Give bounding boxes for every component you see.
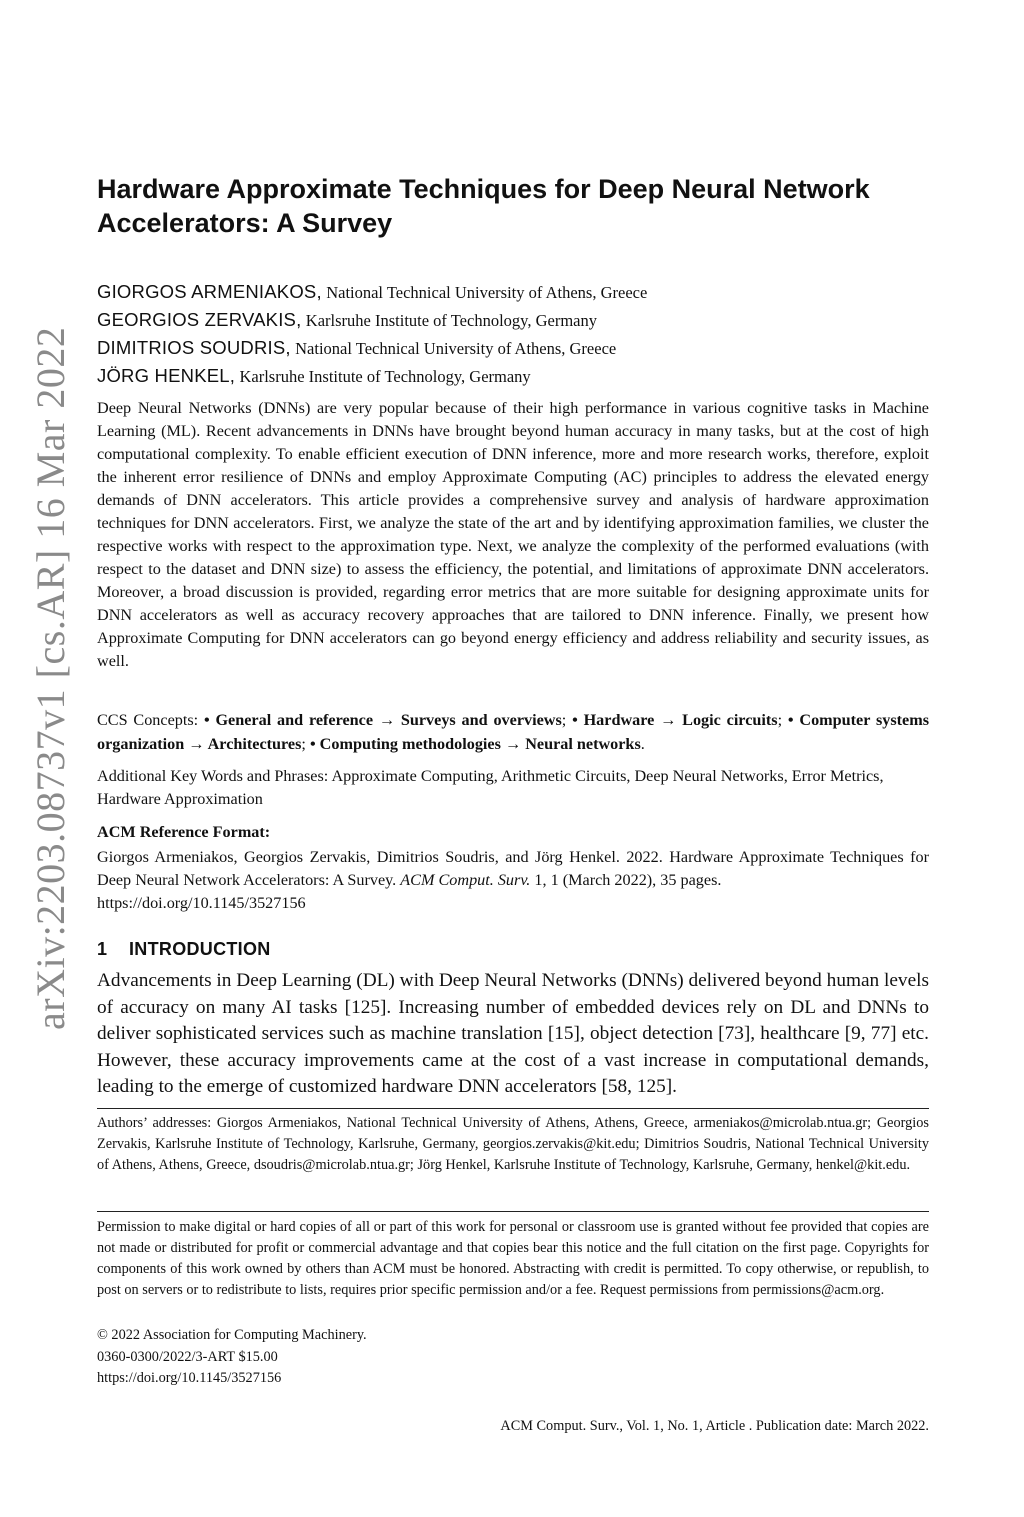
author-affiliation: Karlsruhe Institute of Technology, Germany <box>305 311 597 330</box>
ccs-item: • General and reference → Surveys and overviews <box>203 711 562 729</box>
section-title: INTRODUCTION <box>129 939 271 959</box>
author-entry <box>97 334 929 362</box>
author-list <box>97 278 929 390</box>
author-affiliation: National Technical University of Athens, Greece <box>295 339 617 358</box>
author-name: DIMITRIOS SOUDRIS, <box>97 337 291 358</box>
section-heading <box>97 939 271 960</box>
page-footer: ACM Comput. Surv., Vol. 1, No. 1, Article . Publication date: March 2022. <box>500 1418 929 1434</box>
introduction-paragraph: Advancements in Deep Learning (DL) with Deep Neural Networks (DNNs) delivered beyond human levels of accuracy on many AI tasks [125]. Increasing number of embedded devices rely on DL and DNNs to deliver sophisticated services such as machine translation [15], object detection [73], healthcare [9, 77] etc. However, these accuracy improvements came at the cost of a vast increase in computational demands, leading to the emerge of customized hardware DNN accelerators [58, 125]. <box>97 970 929 1097</box>
acm-reference-text: Giorgos Armeniakos, Georgios Zervakis, Dimitrios Soudris, and Jörg Henkel. 2022. Hardware Approximate Techniques for Deep Neural Network Accelerators: A Survey. <box>97 848 929 889</box>
doi-line[interactable]: https://doi.org/10.1145/3527156 <box>97 1370 282 1386</box>
abstract: Deep Neural Networks (DNNs) are very popular because of their high performance in various cognitive tasks in Machine Learning (ML). Recent advancements in DNNs have brought beyond human accuracy in many tasks, but at the cost of high computational complexity. To enable efficient execution of DNN inference, more and more research works, therefore, exploit the inherent error resilience of DNNs and employ Approximate Computing (AC) principles to address the elevated energy demands of DNN accelerators. This article provides a comprehensive survey and analysis of hardware approximation techniques for DNN accelerators. First, we analyze the state of the art and by identifying approximation families, we cluster the respective works with respect to the approximation type. Next, we analyze the complexity of the performed evaluations (with respect to the dataset and DNN size) to assess the efficiency, the potential, and limitations of approximate DNN accelerators. Moreover, a broad discussion is provided, regarding error metrics that are more suitable for designing approximate units for DNN accelerators as well as accuracy recovery approaches that are tailored to DNN inference. Finally, we present how Approximate Computing for DNN accelerators can go beyond energy efficiency and address reliability and security issues, as well. <box>97 399 929 670</box>
ccs-item: • Computing methodologies → Neural networks <box>309 735 641 753</box>
acm-reference <box>97 846 929 915</box>
keywords: Additional Key Words and Phrases: Approximate Computing, Arithmetic Circuits, Deep Neural Networks, Error Metrics, Hardware Approximation <box>97 767 884 808</box>
acm-reference-heading: ACM Reference Format: <box>97 823 271 841</box>
section-number: 1 <box>97 939 108 959</box>
author-entry <box>97 278 929 306</box>
acm-reference-text-after: 1, 1 (March 2022), 35 pages. <box>530 871 722 889</box>
ccs-label: CCS Concepts: <box>97 711 204 729</box>
ccs-concepts: CCS Concepts: • General and reference → Surveys and overviews; • Hardware → Logic circuits; • Computer systems organization → Architectures; • Computing methodologies → Neural networks. <box>97 711 929 753</box>
acm-reference-journal: ACM Comput. Surv. <box>400 871 531 889</box>
permission-notice: Permission to make digital or hard copies of all or part of this work for personal or classroom use is granted without fee provided that copies are not made or distributed for profit or commercial advantage and that copies bear this notice and the full citation on the first page. Copyrights for components of this work owned by others than ACM must be honored. Abstracting with credit is permitted. To copy otherwise, or republish, to post on servers or to redistribute to lists, requires prior specific permission and/or a fee. Request permissions from permissions@acm.org. <box>97 1219 929 1298</box>
arxiv-sidebar-stamp: arXiv:2203.08737v1 [cs.AR] 16 Mar 2022 <box>28 326 73 1030</box>
permission-divider <box>97 1211 929 1212</box>
acm-reference-doi[interactable]: https://doi.org/10.1145/3527156 <box>97 894 306 912</box>
author-name: GEORGIOS ZERVAKIS, <box>97 309 302 330</box>
author-entry <box>97 306 929 334</box>
author-affiliation: National Technical University of Athens, Greece <box>326 283 648 302</box>
ccs-item: • Computer systems organization → Architectures <box>97 711 929 753</box>
issn-line: 0360-0300/2022/3-ART $15.00 <box>97 1349 278 1365</box>
author-affiliation: Karlsruhe Institute of Technology, Germany <box>239 367 531 386</box>
author-addresses: Authors’ addresses: Giorgos Armeniakos, National Technical University of Athens, Athens, Greece, armeniakos@microlab.ntua.gr; Georgios Zervakis, Karlsruhe Institute of Technology, Karlsruhe, Germany, georgios.zervakis@kit.edu; Dimitrios Soudris, National Technical University of Athens, Athens, Greece, dsoudris@microlab.ntua.gr; Jörg Henkel, Karlsruhe Institute of Technology, Karlsruhe, Germany, henkel@kit.edu. <box>97 1115 929 1173</box>
author-entry <box>97 362 929 390</box>
paper-title: Hardware Approximate Techniques for Deep Neural Network Accelerators: A Survey <box>97 174 870 238</box>
author-name: GIORGOS ARMENIAKOS, <box>97 281 322 302</box>
author-name: JÖRG HENKEL, <box>97 365 236 386</box>
ccs-item: • Hardware → Logic circuits <box>572 711 778 729</box>
footnote-divider <box>97 1108 929 1109</box>
copyright-line: © 2022 Association for Computing Machinery. <box>97 1327 367 1343</box>
